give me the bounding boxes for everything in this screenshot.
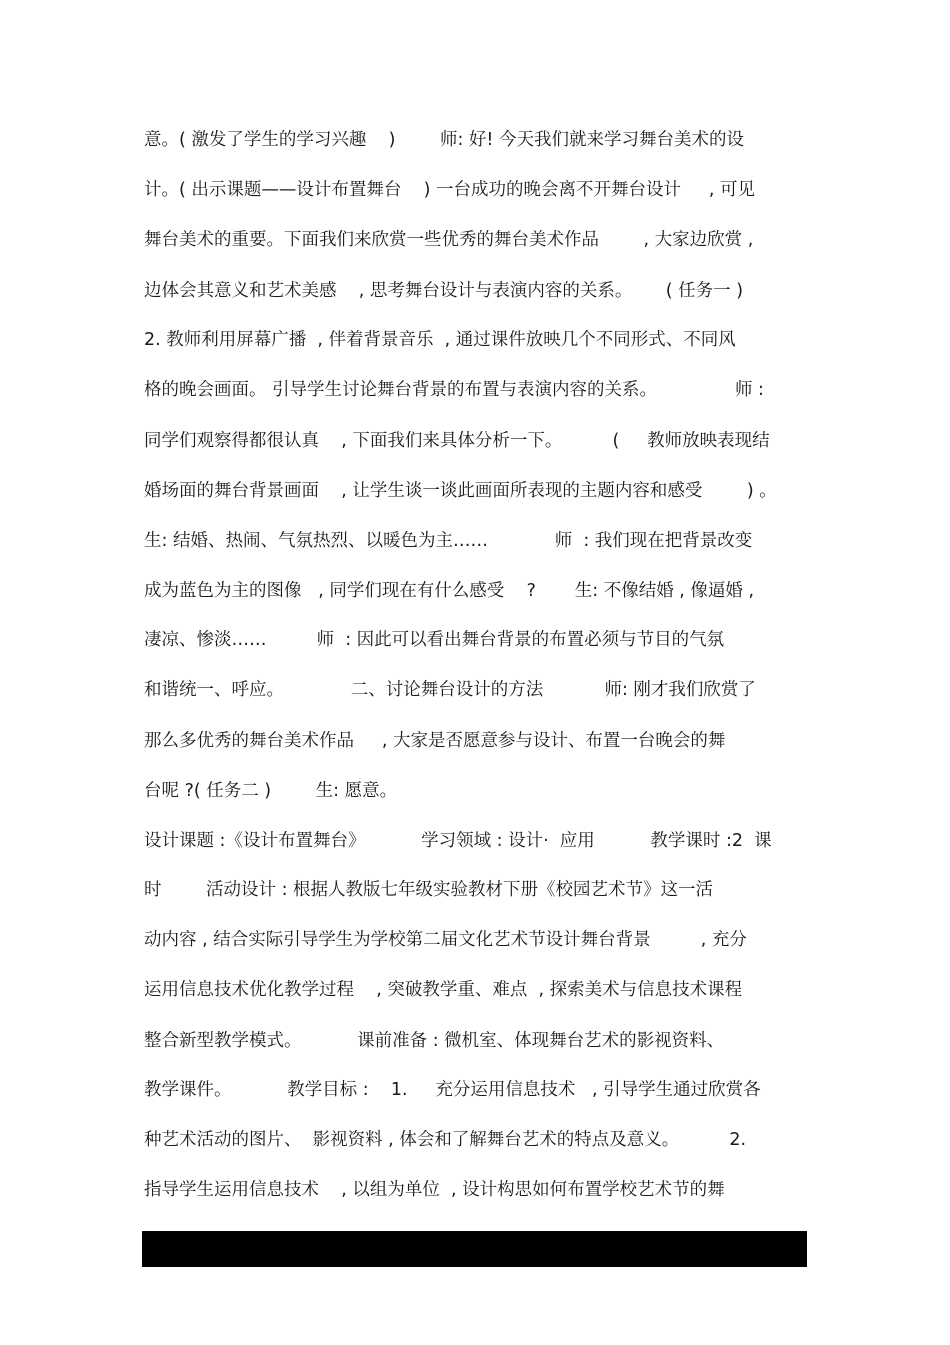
- text-line: 同学们观察得都很认真 , 下面我们来具体分析一下。 ( 教师放映表现结: [144, 431, 770, 451]
- text-line: 格的晚会画面。 引导学生讨论舞台背景的布置与表演内容的关系。 师 :: [144, 380, 764, 400]
- text-line: 运用信息技术优化教学过程 , 突破教学重、难点 , 探索美术与信息技术课程: [144, 980, 743, 1000]
- redaction-bar: [142, 1231, 807, 1267]
- text-line: 婚场面的舞台背景画面 , 让学生谈一谈此画面所表现的主题内容和感受 ) 。: [144, 481, 777, 501]
- text-line: 2. 教师利用屏幕广播 , 伴着背景音乐 , 通过课件放映几个不同形式、不同风: [144, 330, 736, 350]
- text-line: 成为蓝色为主的图像 , 同学们现在有什么感受 ? 生: 不像结婚 , 像逼婚 ,: [144, 581, 755, 601]
- text-line: 意。( 激发了学生的学习兴趣 ) 师: 好! 今天我们就来学习舞台美术的设: [144, 130, 745, 150]
- text-line: 边体会其意义和艺术美感 , 思考舞台设计与表演内容的关系。 ( 任务一 ): [144, 281, 744, 301]
- text-line: 舞台美术的重要。下面我们来欣赏一些优秀的舞台美术作品 , 大家边欣赏 ,: [144, 230, 754, 250]
- text-line: 计。( 出示课题——设计布置舞台 ) 一台成功的晚会离不开舞台设计 , 可见: [144, 180, 755, 200]
- text-line: 种艺术活动的图片、 影视资料 , 体会和了解舞台艺术的特点及意义。 2.: [144, 1130, 747, 1150]
- text-line: 生: 结婚、热闹、气氛热烈、以暖色为主…… 师 : 我们现在把背景改变: [144, 531, 753, 551]
- text-line: 设计课题 :《设计布置舞台》 学习领域 : 设计· 应用 教学课时 :2 课: [144, 831, 772, 851]
- text-line: 时 活动设计 : 根据人教版七年级实验教材下册《校园艺术节》这一活: [144, 880, 714, 900]
- text-line: 教学课件。 教学目标 : 1. 充分运用信息技术 , 引导学生通过欣赏各: [144, 1080, 761, 1100]
- text-line: 动内容 , 结合实际引导学生为学校第二届文化艺术节设计舞台背景 , 充分: [144, 930, 747, 950]
- text-line: 指导学生运用信息技术 , 以组为单位 , 设计构思如何布置学校艺术节的舞: [144, 1180, 725, 1200]
- text-line: 那么多优秀的舞台美术作品 , 大家是否愿意参与设计、布置一台晚会的舞: [144, 731, 726, 751]
- text-line: 整合新型教学模式。 课前准备 : 微机室、体现舞台艺术的影视资料、: [144, 1031, 725, 1051]
- text-line: 台呢 ?( 任务二 ) 生: 愿意。: [144, 781, 398, 801]
- text-line: 凄凉、惨淡…… 师 : 因此可以看出舞台背景的布置必须与节目的气氛: [144, 630, 725, 650]
- text-line: 和谐统一、呼应。 二、讨论舞台设计的方法 师: 刚才我们欣赏了: [144, 680, 756, 700]
